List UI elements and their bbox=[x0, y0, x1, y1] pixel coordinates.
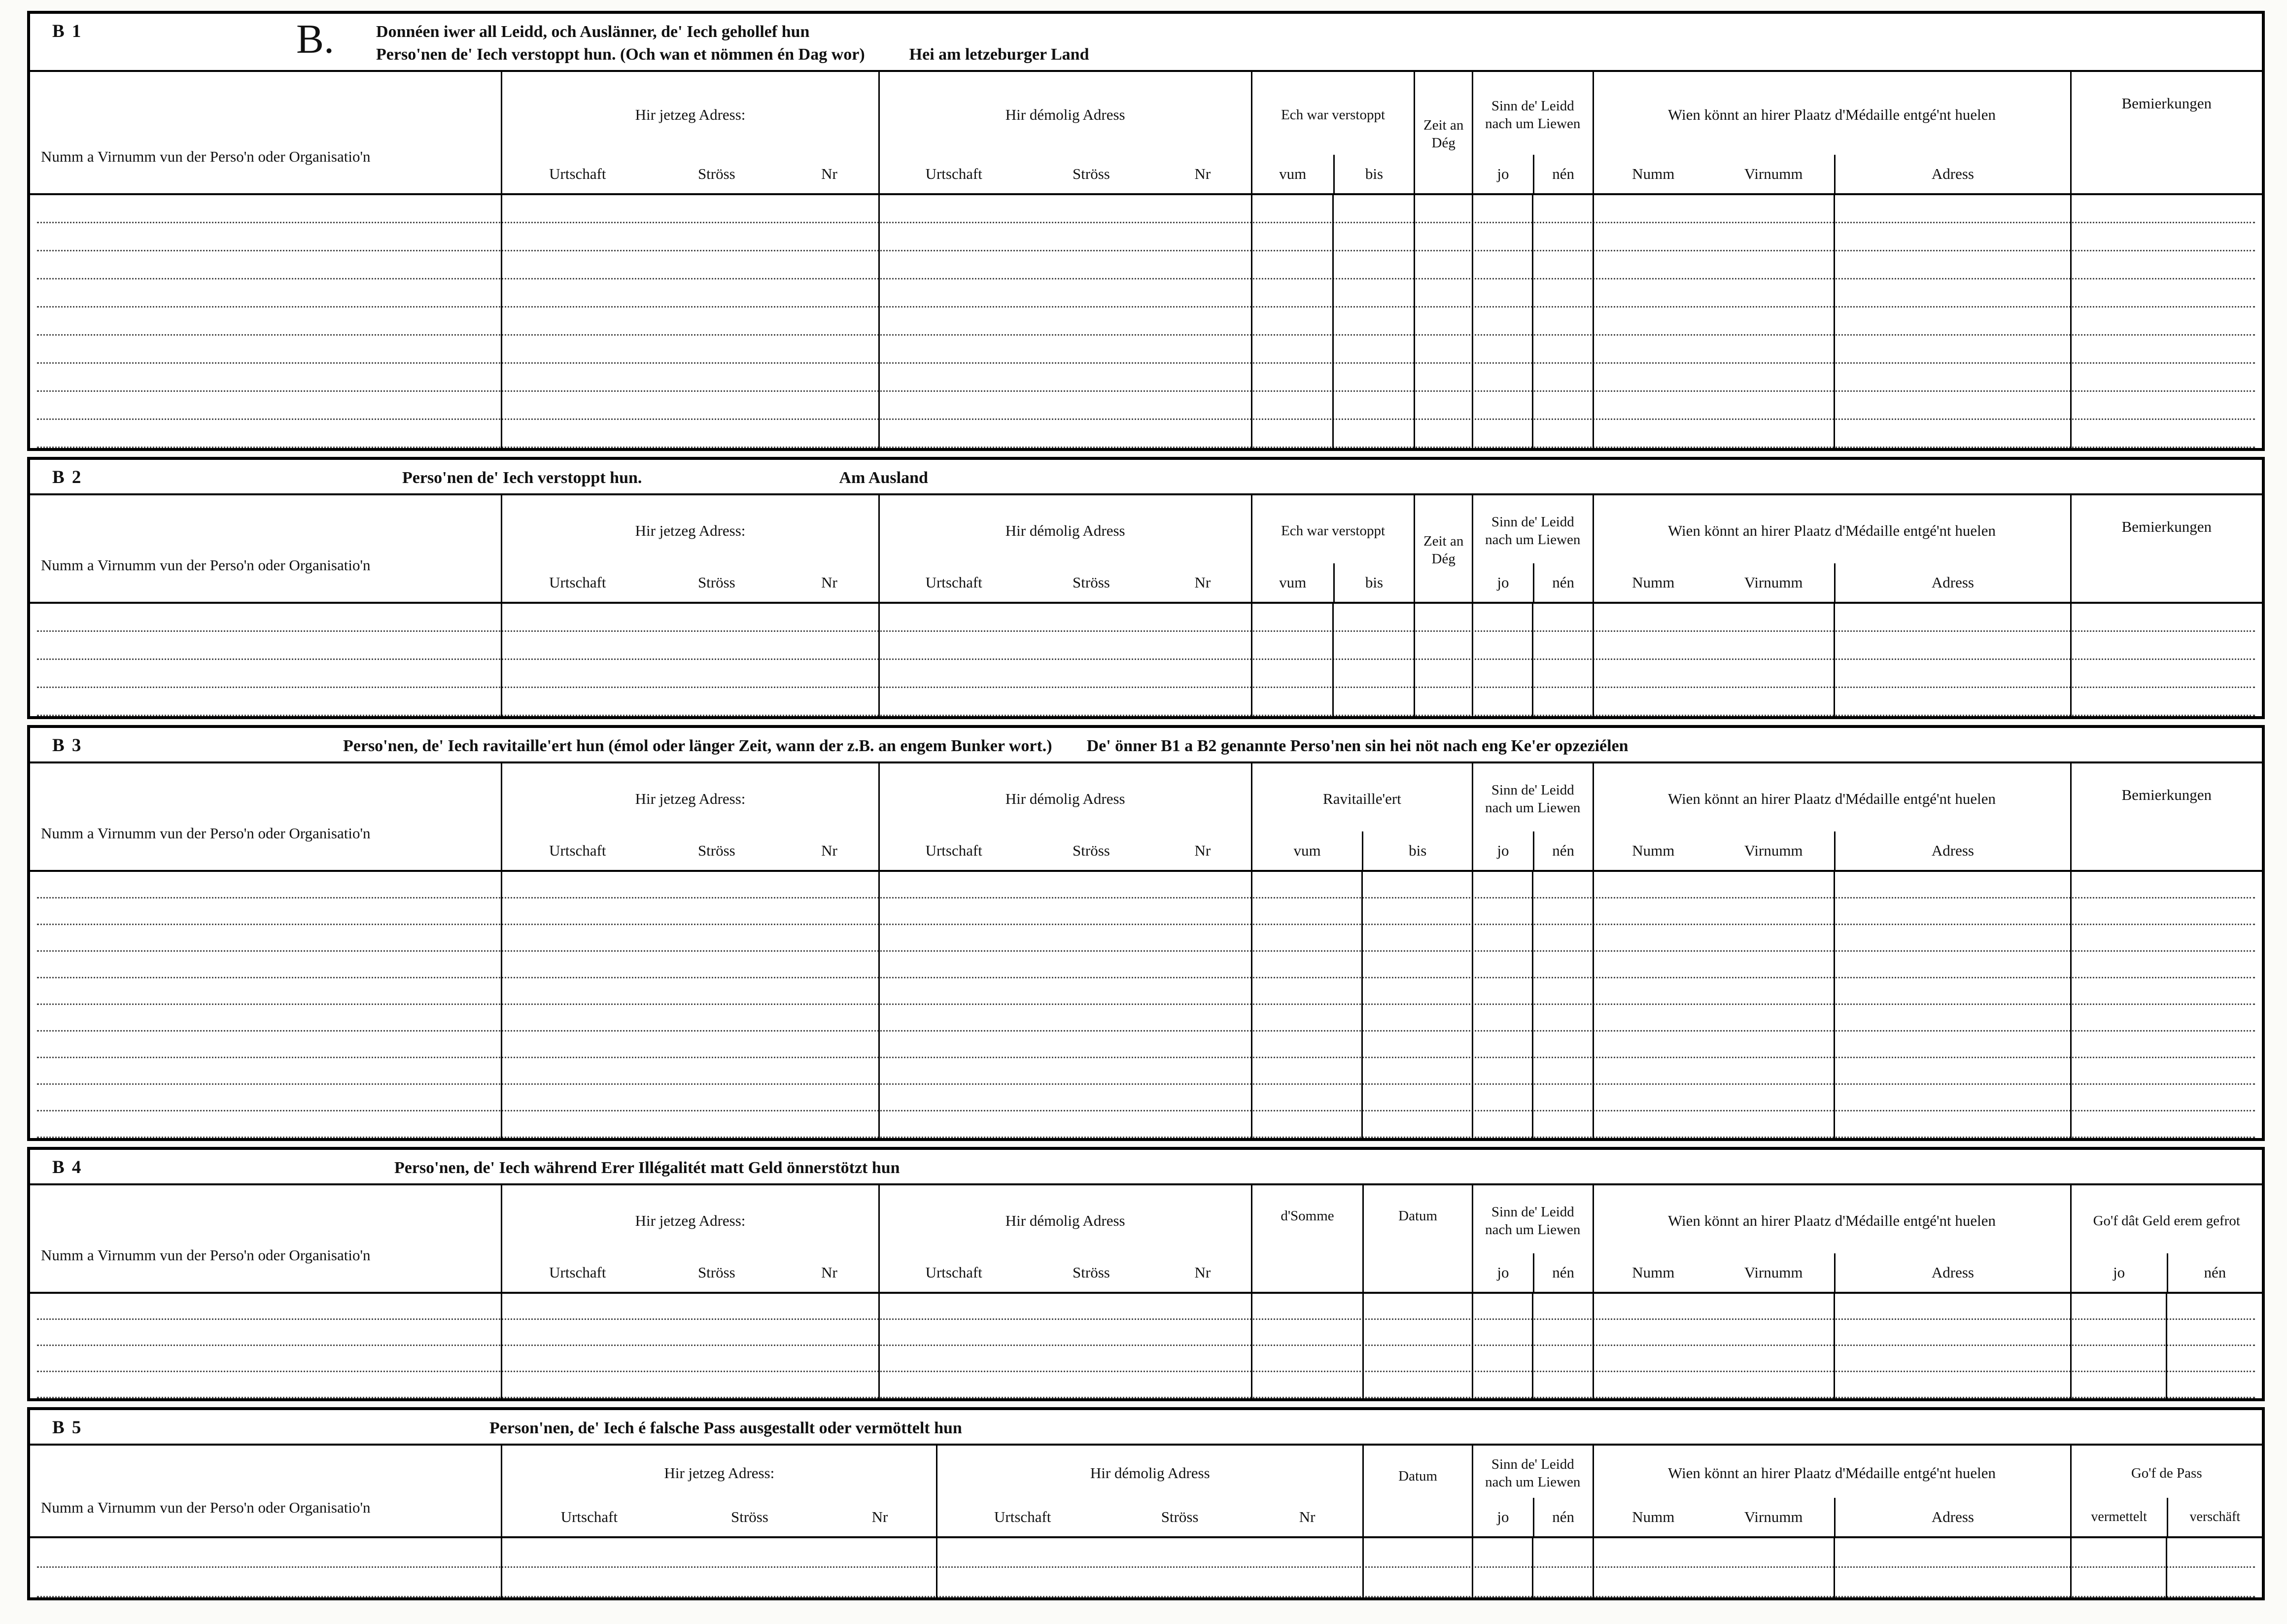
section-b2-column-headers bbox=[30, 495, 2262, 604]
grid-line bbox=[1532, 872, 1533, 1138]
grid-line bbox=[1251, 604, 1252, 716]
col-date bbox=[1362, 1446, 1472, 1536]
section-b2-title-row bbox=[30, 460, 2262, 495]
sub-label-jo: jo bbox=[1497, 1508, 1509, 1525]
sub-label-jo: jo bbox=[1497, 165, 1509, 182]
col-medal-recipient bbox=[1593, 1446, 2070, 1536]
grid-line bbox=[2070, 1538, 2072, 1597]
blank-entry-row bbox=[37, 195, 2255, 223]
grid-line bbox=[1362, 1294, 1364, 1398]
sub-label-stross: Ströss bbox=[697, 574, 735, 591]
col-remarks-label: Bemierkungen bbox=[2121, 518, 2212, 535]
section-b4-id: B 4 bbox=[52, 1157, 83, 1177]
sub-label-adress: Adress bbox=[1834, 1253, 2070, 1292]
col-still-alive bbox=[1472, 1446, 1593, 1536]
sub-label-stross: Ströss bbox=[697, 1264, 735, 1281]
section-b3 bbox=[27, 725, 2265, 1141]
sub-label-stross: Ströss bbox=[697, 842, 735, 859]
grid-line bbox=[1251, 195, 1252, 448]
section-b3-entry-area bbox=[30, 872, 2262, 1138]
blank-entry-row bbox=[37, 392, 2255, 420]
section-b5 bbox=[27, 1407, 2265, 1600]
col-sum bbox=[1251, 1185, 1362, 1292]
col-hidden-period bbox=[1251, 495, 1414, 602]
col-former-address-subs bbox=[880, 563, 1251, 602]
col-remarks bbox=[2070, 495, 2262, 602]
section-b3-id: B 3 bbox=[52, 735, 83, 756]
sub-label-nr: Nr bbox=[1194, 842, 1211, 859]
sub-label-nr: Nr bbox=[871, 1508, 888, 1525]
col-name-label: Numm a Virnumm vun der Perso'n oder Organisatio'n bbox=[41, 556, 371, 574]
col-medal-recipient-label: Wien könnt an hirer Plaatz d'Médaille entgé'nt huelen bbox=[1668, 1464, 1996, 1482]
blank-entry-row bbox=[37, 364, 2255, 392]
section-b2-id: B 2 bbox=[52, 467, 83, 487]
col-medal-recipient-label: Wien könnt an hirer Plaatz d'Médaille entgé'nt huelen bbox=[1668, 1212, 1996, 1229]
col-medal-recipient bbox=[1593, 495, 2070, 602]
grid-line bbox=[501, 1538, 502, 1597]
col-current-address-label: Hir jetzeg Adress: bbox=[635, 790, 746, 807]
section-b4-entry-area bbox=[30, 1294, 2262, 1398]
blank-entry-row bbox=[37, 1005, 2255, 1032]
blank-entry-row bbox=[37, 1085, 2255, 1111]
section-letter-b: B. bbox=[296, 16, 335, 62]
col-remarks bbox=[2070, 763, 2262, 870]
col-still-alive bbox=[1472, 1185, 1593, 1292]
grid-line bbox=[1472, 604, 1473, 716]
col-former-address-subs bbox=[880, 155, 1251, 193]
blank-entry-row bbox=[37, 279, 2255, 308]
col-hidden-period-label: Ech war verstoppt bbox=[1281, 107, 1386, 123]
col-former-address-label: Hir démolig Adress bbox=[1005, 106, 1125, 123]
sub-label-virnumm: Virnumm bbox=[1744, 574, 1803, 591]
sub-label-urtschaft: Urtschaft bbox=[560, 1508, 618, 1525]
sub-label-virnumm: Virnumm bbox=[1744, 1508, 1803, 1525]
col-pass-issued-label: Go'f de Pass bbox=[2131, 1465, 2202, 1481]
grid-line bbox=[1834, 604, 1835, 716]
col-current-address-label: Hir jetzeg Adress: bbox=[635, 522, 746, 539]
blank-entry-row bbox=[37, 308, 2255, 336]
col-pass-issued-subs bbox=[2072, 1498, 2262, 1536]
col-medal-recipient-subs bbox=[1594, 563, 2070, 602]
col-current-address-subs bbox=[502, 1498, 936, 1536]
section-b1-title-line1: Donnéen iwer all Leidd, och Auslänner, de' Iech gehollef hun bbox=[376, 23, 810, 41]
blank-entry-row bbox=[37, 1372, 2255, 1398]
grid-line bbox=[936, 1538, 937, 1597]
blank-entry-row bbox=[37, 336, 2255, 364]
grid-line bbox=[1593, 604, 1594, 716]
sub-label-vermettelt: vermettelt bbox=[2091, 1509, 2147, 1524]
section-b1-title-line2: Perso'nen de' Iech verstoppt hun. (Och wan et nömmen én Dag wor) bbox=[376, 45, 865, 64]
col-still-alive-label: Sinn de' Leidd nach um Liewen bbox=[1485, 1456, 1581, 1490]
col-still-alive-subs bbox=[1473, 1253, 1593, 1292]
sub-label-stross: Ströss bbox=[1161, 1508, 1199, 1525]
blank-entry-row bbox=[37, 1058, 2255, 1085]
sub-label-stross: Ströss bbox=[1073, 165, 1110, 182]
grid-line bbox=[1593, 1538, 1594, 1597]
section-b5-title bbox=[489, 1417, 962, 1440]
sub-label-urtschaft: Urtschaft bbox=[925, 842, 982, 859]
sub-label-urtschaft: Urtschaft bbox=[549, 842, 606, 859]
col-hidden-period-subs bbox=[1252, 563, 1414, 602]
grid-line bbox=[1593, 1294, 1594, 1398]
sub-label-numm: Numm bbox=[1632, 1264, 1675, 1281]
sub-label-jo: jo bbox=[1497, 574, 1509, 591]
col-pass-issued bbox=[2070, 1446, 2262, 1536]
sub-label-numm: Numm bbox=[1632, 165, 1675, 182]
sub-label-nr: Nr bbox=[1194, 165, 1211, 182]
col-current-address-subs bbox=[502, 155, 878, 193]
section-b5-title-row bbox=[30, 1410, 2262, 1446]
grid-line bbox=[1472, 1538, 1473, 1597]
sub-label-numm: Numm bbox=[1632, 1508, 1675, 1525]
section-b1 bbox=[27, 11, 2265, 451]
col-name-label: Numm a Virnumm vun der Perso'n oder Organisatio'n bbox=[41, 1246, 371, 1264]
col-date-label: Datum bbox=[1398, 1208, 1438, 1224]
col-hidden-period bbox=[1251, 72, 1414, 193]
blank-entry-row bbox=[37, 1111, 2255, 1138]
col-money-returned-label: Go'f dât Geld erem gefrot bbox=[2093, 1213, 2240, 1229]
col-current-address-label: Hir jetzeg Adress: bbox=[664, 1464, 775, 1482]
col-date bbox=[1362, 1185, 1472, 1292]
col-name bbox=[30, 763, 501, 870]
section-b1-title-suffix: Hei am letzeburger Land bbox=[909, 45, 1089, 64]
col-name bbox=[30, 495, 501, 602]
grid-line bbox=[1362, 1538, 1364, 1597]
grid-line bbox=[2070, 1294, 2072, 1398]
grid-line bbox=[1593, 195, 1594, 448]
col-money-returned-subs bbox=[2072, 1253, 2262, 1292]
grid-line bbox=[1251, 1294, 1252, 1398]
col-current-address-subs bbox=[502, 831, 878, 870]
sub-label-adress: Adress bbox=[1834, 155, 2070, 193]
sub-label-nr: Nr bbox=[1194, 1264, 1211, 1281]
col-still-alive-label: Sinn de' Leidd nach um Liewen bbox=[1485, 782, 1581, 816]
sub-label-nen: nén bbox=[1533, 1253, 1593, 1292]
col-former-address bbox=[878, 495, 1251, 602]
col-still-alive-label: Sinn de' Leidd nach um Liewen bbox=[1485, 98, 1581, 132]
grid-line bbox=[1593, 872, 1594, 1138]
sub-label-nen: nén bbox=[2167, 1253, 2262, 1292]
section-b5-id: B 5 bbox=[52, 1417, 83, 1438]
col-former-address-label: Hir démolig Adress bbox=[1005, 790, 1125, 807]
grid-line bbox=[1332, 604, 1334, 716]
col-name-label: Numm a Virnumm vun der Perso'n oder Organisatio'n bbox=[41, 825, 371, 842]
col-medal-recipient-label: Wien könnt an hirer Plaatz d'Médaille entgé'nt huelen bbox=[1668, 522, 1996, 539]
grid-line bbox=[501, 195, 502, 448]
section-b2-title-suffix: Am Ausland bbox=[839, 469, 928, 487]
sub-label-nen: nén bbox=[1533, 831, 1593, 870]
grid-line bbox=[2070, 604, 2072, 716]
blank-entry-row bbox=[37, 872, 2255, 898]
blank-entry-row bbox=[37, 1568, 2255, 1597]
blank-entry-row bbox=[37, 978, 2255, 1005]
col-former-address-subs bbox=[937, 1498, 1362, 1536]
blank-entry-row bbox=[37, 1320, 2255, 1346]
col-current-address bbox=[501, 763, 878, 870]
grid-line bbox=[1332, 195, 1334, 448]
col-former-address-label: Hir démolig Adress bbox=[1090, 1464, 1210, 1482]
sub-label-bis: bis bbox=[1362, 831, 1472, 870]
col-former-address bbox=[878, 72, 1251, 193]
section-b3-column-headers bbox=[30, 763, 2262, 872]
col-former-address-label: Hir démolig Adress bbox=[1005, 1212, 1125, 1229]
section-b1-title-row bbox=[30, 14, 2262, 72]
blank-entry-row bbox=[37, 660, 2255, 688]
grid-line bbox=[501, 604, 502, 716]
section-b4-title bbox=[394, 1157, 900, 1179]
sub-label-urtschaft: Urtschaft bbox=[549, 1264, 606, 1281]
grid-line bbox=[878, 195, 880, 448]
sub-label-nr: Nr bbox=[821, 574, 837, 591]
sub-label-virnumm: Virnumm bbox=[1744, 842, 1803, 859]
col-current-address-subs bbox=[502, 1253, 878, 1292]
sub-label-verschaeft: verschäft bbox=[2167, 1498, 2262, 1536]
col-remarks-label: Bemierkungen bbox=[2121, 95, 2212, 112]
col-medal-recipient-subs bbox=[1594, 1253, 2070, 1292]
grid-line bbox=[1472, 195, 1473, 448]
col-still-alive-label: Sinn de' Leidd nach um Liewen bbox=[1485, 1204, 1581, 1238]
grid-line bbox=[1834, 872, 1835, 1138]
col-supplied-period-subs bbox=[1252, 831, 1472, 870]
blank-entry-row bbox=[37, 1538, 2255, 1568]
col-still-alive bbox=[1472, 763, 1593, 870]
sub-label-nen: nén bbox=[1533, 563, 1593, 602]
sub-label-stross: Ströss bbox=[697, 165, 735, 182]
section-b3-title-text: Perso'nen, de' Iech ravitaille'ert hun (émol oder länger Zeit, wann der z.B. an engem Bunker wort.) bbox=[343, 737, 1052, 755]
col-medal-recipient-subs bbox=[1594, 155, 2070, 193]
grid-line bbox=[2070, 872, 2072, 1138]
col-money-returned bbox=[2070, 1185, 2262, 1292]
sub-label-adress: Adress bbox=[1834, 831, 2070, 870]
grid-line bbox=[501, 1294, 502, 1398]
sub-label-urtschaft: Urtschaft bbox=[925, 1264, 982, 1281]
section-b2-title-text: Perso'nen de' Iech verstoppt hun. bbox=[402, 469, 642, 487]
sub-label-numm: Numm bbox=[1632, 574, 1675, 591]
section-b4 bbox=[27, 1147, 2265, 1401]
col-duration-days bbox=[1414, 72, 1472, 193]
col-former-address-label: Hir démolig Adress bbox=[1005, 522, 1125, 539]
section-b4-title-text: Perso'nen, de' Iech während Erer Illégalitét matt Geld önnerstötzt hun bbox=[394, 1159, 900, 1177]
col-former-address-subs bbox=[880, 1253, 1251, 1292]
col-date-label: Datum bbox=[1398, 1468, 1438, 1484]
col-current-address-subs bbox=[502, 563, 878, 602]
section-b2-entry-area bbox=[30, 604, 2262, 716]
col-still-alive-subs bbox=[1473, 155, 1593, 193]
col-duration-days-label: Zeit an Dég bbox=[1423, 117, 1464, 151]
sub-label-vum: vum bbox=[1279, 574, 1307, 591]
grid-line bbox=[1834, 1538, 1835, 1597]
col-current-address bbox=[501, 495, 878, 602]
col-still-alive-label: Sinn de' Leidd nach um Liewen bbox=[1485, 514, 1581, 548]
section-b3-title-row bbox=[30, 728, 2262, 763]
grid-line bbox=[1361, 872, 1363, 1138]
col-name bbox=[30, 72, 501, 193]
sub-label-jo: jo bbox=[1497, 1264, 1509, 1281]
section-b3-title bbox=[343, 735, 1629, 758]
col-still-alive-subs bbox=[1473, 831, 1593, 870]
sub-label-urtschaft: Urtschaft bbox=[994, 1508, 1051, 1525]
sub-label-bis: bis bbox=[1333, 155, 1414, 193]
section-b4-column-headers bbox=[30, 1185, 2262, 1294]
blank-entry-row bbox=[37, 925, 2255, 952]
blank-entry-row bbox=[37, 420, 2255, 448]
col-remarks bbox=[2070, 72, 2262, 193]
sub-label-adress: Adress bbox=[1834, 1498, 2070, 1536]
grid-line bbox=[1472, 872, 1473, 1138]
blank-entry-row bbox=[37, 251, 2255, 279]
sub-label-stross: Ströss bbox=[1073, 1264, 1110, 1281]
form-page bbox=[27, 11, 2265, 1606]
col-medal-recipient-label: Wien könnt an hirer Plaatz d'Médaille entgé'nt huelen bbox=[1668, 106, 1996, 123]
col-name bbox=[30, 1185, 501, 1292]
col-current-address bbox=[501, 72, 878, 193]
sub-label-stross: Ströss bbox=[1073, 574, 1110, 591]
section-b5-title-text: Person'nen, de' Iech é falsche Pass ausgestallt oder vermöttelt hun bbox=[489, 1419, 962, 1437]
col-hidden-period-label: Ech war verstoppt bbox=[1281, 523, 1386, 539]
col-still-alive-subs bbox=[1473, 1498, 1593, 1536]
grid-line bbox=[878, 604, 880, 716]
grid-line bbox=[1414, 195, 1415, 448]
sub-label-jo: jo bbox=[1497, 842, 1509, 859]
grid-line bbox=[1414, 604, 1415, 716]
sub-label-urtschaft: Urtschaft bbox=[925, 165, 982, 182]
col-still-alive bbox=[1472, 495, 1593, 602]
sub-label-nen: nén bbox=[1533, 1498, 1593, 1536]
section-b4-title-row bbox=[30, 1150, 2262, 1185]
sub-label-adress: Adress bbox=[1834, 563, 2070, 602]
sub-label-vum: vum bbox=[1279, 165, 1307, 182]
col-sum-label: d'Somme bbox=[1281, 1208, 1334, 1224]
sub-label-virnumm: Virnumm bbox=[1744, 165, 1803, 182]
blank-entry-row bbox=[37, 898, 2255, 925]
blank-entry-row bbox=[37, 688, 2255, 716]
sub-label-nen: nén bbox=[1533, 155, 1593, 193]
sub-label-numm: Numm bbox=[1632, 842, 1675, 859]
sub-label-virnumm: Virnumm bbox=[1744, 1264, 1803, 1281]
blank-entry-row bbox=[37, 952, 2255, 978]
col-former-address bbox=[878, 1185, 1251, 1292]
grid-line bbox=[501, 872, 502, 1138]
section-b3-title-suffix: De' önner B1 a B2 genannte Perso'nen sin hei nöt nach eng Ke'er opzeziélen bbox=[1086, 737, 1629, 755]
grid-line bbox=[1532, 1294, 1533, 1398]
col-supplied-period-label: Ravitaille'ert bbox=[1323, 790, 1401, 807]
col-current-address bbox=[501, 1446, 936, 1536]
grid-line bbox=[1532, 195, 1533, 448]
col-name-label: Numm a Virnumm vun der Perso'n oder Organisatio'n bbox=[41, 1499, 371, 1516]
section-b1-title bbox=[376, 21, 1089, 66]
blank-entry-row bbox=[37, 223, 2255, 251]
sub-label-urtschaft: Urtschaft bbox=[549, 574, 606, 591]
blank-entry-row bbox=[37, 1032, 2255, 1058]
grid-line bbox=[1834, 195, 1835, 448]
sub-label-urtschaft: Urtschaft bbox=[925, 574, 982, 591]
blank-entry-row bbox=[37, 1346, 2255, 1372]
sub-label-jo: jo bbox=[2113, 1264, 2125, 1281]
sub-label-vum: vum bbox=[1293, 842, 1321, 859]
section-b1-column-headers bbox=[30, 72, 2262, 195]
blank-entry-row bbox=[37, 632, 2255, 660]
col-supplied-period bbox=[1251, 763, 1472, 870]
section-b5-column-headers bbox=[30, 1446, 2262, 1538]
sub-label-nr: Nr bbox=[821, 165, 837, 182]
col-current-address-label: Hir jetzeg Adress: bbox=[635, 106, 746, 123]
col-medal-recipient-subs bbox=[1594, 831, 2070, 870]
col-medal-recipient-subs bbox=[1594, 1498, 2070, 1536]
col-duration-days bbox=[1414, 495, 1472, 602]
grid-line bbox=[878, 1294, 880, 1398]
grid-line bbox=[2166, 1538, 2167, 1597]
col-hidden-period-subs bbox=[1252, 155, 1414, 193]
col-medal-recipient bbox=[1593, 72, 2070, 193]
col-still-alive-subs bbox=[1473, 563, 1593, 602]
col-medal-recipient bbox=[1593, 1185, 2070, 1292]
grid-line bbox=[2166, 1294, 2167, 1398]
section-b1-entry-area bbox=[30, 195, 2262, 448]
col-former-address bbox=[936, 1446, 1362, 1536]
col-former-address-subs bbox=[880, 831, 1251, 870]
sub-label-stross: Ströss bbox=[731, 1508, 768, 1525]
grid-line bbox=[1532, 604, 1533, 716]
col-medal-recipient bbox=[1593, 763, 2070, 870]
grid-line bbox=[2070, 195, 2072, 448]
col-current-address bbox=[501, 1185, 878, 1292]
sub-label-nr: Nr bbox=[1194, 574, 1211, 591]
col-former-address bbox=[878, 763, 1251, 870]
grid-line bbox=[1251, 872, 1252, 1138]
sub-label-urtschaft: Urtschaft bbox=[549, 165, 606, 182]
col-name-label: Numm a Virnumm vun der Perso'n oder Organisatio'n bbox=[41, 148, 371, 165]
section-b1-title-line2-wrap bbox=[376, 43, 1089, 66]
blank-entry-row bbox=[37, 1294, 2255, 1320]
blank-entry-row bbox=[37, 604, 2255, 632]
col-remarks-label: Bemierkungen bbox=[2121, 786, 2212, 803]
sub-label-bis: bis bbox=[1333, 563, 1414, 602]
sub-label-nr: Nr bbox=[821, 1264, 837, 1281]
section-b5-entry-area bbox=[30, 1538, 2262, 1597]
sub-label-stross: Ströss bbox=[1073, 842, 1110, 859]
section-b2-title bbox=[402, 467, 928, 489]
col-duration-days-label: Zeit an Dég bbox=[1423, 533, 1464, 567]
grid-line bbox=[1834, 1294, 1835, 1398]
section-b2 bbox=[27, 457, 2265, 719]
col-current-address-label: Hir jetzeg Adress: bbox=[635, 1212, 746, 1229]
grid-line bbox=[1532, 1538, 1533, 1597]
grid-line bbox=[878, 872, 880, 1138]
grid-line bbox=[1472, 1294, 1473, 1398]
col-still-alive bbox=[1472, 72, 1593, 193]
col-name bbox=[30, 1446, 501, 1536]
section-b1-id: B 1 bbox=[52, 21, 83, 41]
sub-label-nr: Nr bbox=[1299, 1508, 1316, 1525]
col-medal-recipient-label: Wien könnt an hirer Plaatz d'Médaille entgé'nt huelen bbox=[1668, 790, 1996, 807]
sub-label-nr: Nr bbox=[821, 842, 837, 859]
